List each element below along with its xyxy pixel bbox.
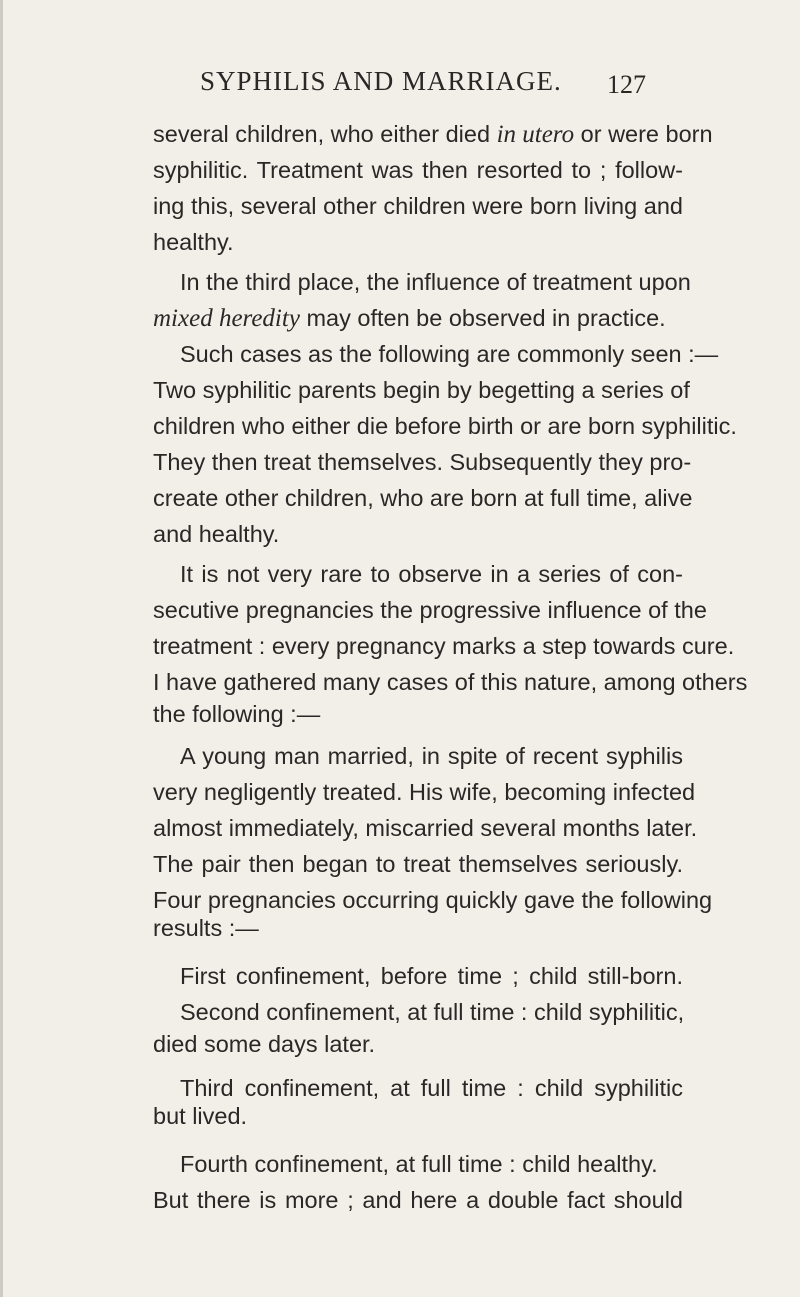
text-line: children who either die before birth or are born syphilitic. bbox=[153, 413, 737, 439]
text-line: They then treat themselves. Subsequently they pro- bbox=[153, 449, 692, 475]
text-line: Third confinement, at full time : child syphilitic bbox=[180, 1075, 683, 1101]
text-line: the following :— bbox=[153, 701, 321, 727]
text-line: Such cases as the following are commonly seen :— bbox=[180, 341, 719, 367]
text-line: Four pregnancies occurring quickly gave the following bbox=[153, 887, 713, 913]
text-line: but lived. bbox=[153, 1103, 248, 1129]
text-line: almost immediately, miscarried several months later. bbox=[153, 815, 698, 841]
text-line: It is not very rare to observe in a series of con- bbox=[180, 561, 683, 587]
text-line: results :— bbox=[153, 915, 259, 941]
text-line: Two syphilitic parents begin by begetting a series of bbox=[153, 377, 690, 403]
text-line: In the third place, the influence of treatment upon bbox=[180, 269, 691, 295]
text-line: I have gathered many cases of this nature, among others bbox=[153, 669, 748, 695]
text-line: Second confinement, at full time : child syphilitic, bbox=[180, 999, 685, 1025]
text-line: several children, who either died in utero or were born bbox=[153, 121, 713, 148]
text-line: The pair then began to treat themselves seriously. bbox=[153, 851, 683, 877]
text-line: create other children, who are born at full time, alive bbox=[153, 485, 693, 511]
text-line: very negligently treated. His wife, becoming infected bbox=[153, 779, 696, 805]
text-line: But there is more ; and here a double fact should bbox=[153, 1187, 683, 1213]
text-line: Fourth confinement, at full time : child healthy. bbox=[180, 1151, 658, 1177]
text-line: died some days later. bbox=[153, 1031, 376, 1057]
page-number: 127 bbox=[607, 70, 646, 99]
text-line: A young man married, in spite of recent syphilis bbox=[180, 743, 683, 769]
text-line: syphilitic. Treatment was then resorted to ; follow- bbox=[153, 157, 683, 183]
text-line: and healthy. bbox=[153, 521, 280, 547]
text-line: treatment : every pregnancy marks a step towards cure. bbox=[153, 633, 735, 659]
text-line: First confinement, before time ; child still-born. bbox=[180, 963, 683, 989]
text-line: mixed heredity may often be observed in practice. bbox=[153, 305, 666, 332]
text-line: healthy. bbox=[153, 229, 234, 255]
text-line: secutive pregnancies the progressive influence of the bbox=[153, 597, 707, 623]
running-title: SYPHILIS AND MARRIAGE. bbox=[200, 66, 562, 96]
text-line: ing this, several other children were born living and bbox=[153, 193, 683, 219]
italic-term: in utero bbox=[496, 121, 575, 148]
italic-term: mixed heredity bbox=[153, 305, 300, 332]
